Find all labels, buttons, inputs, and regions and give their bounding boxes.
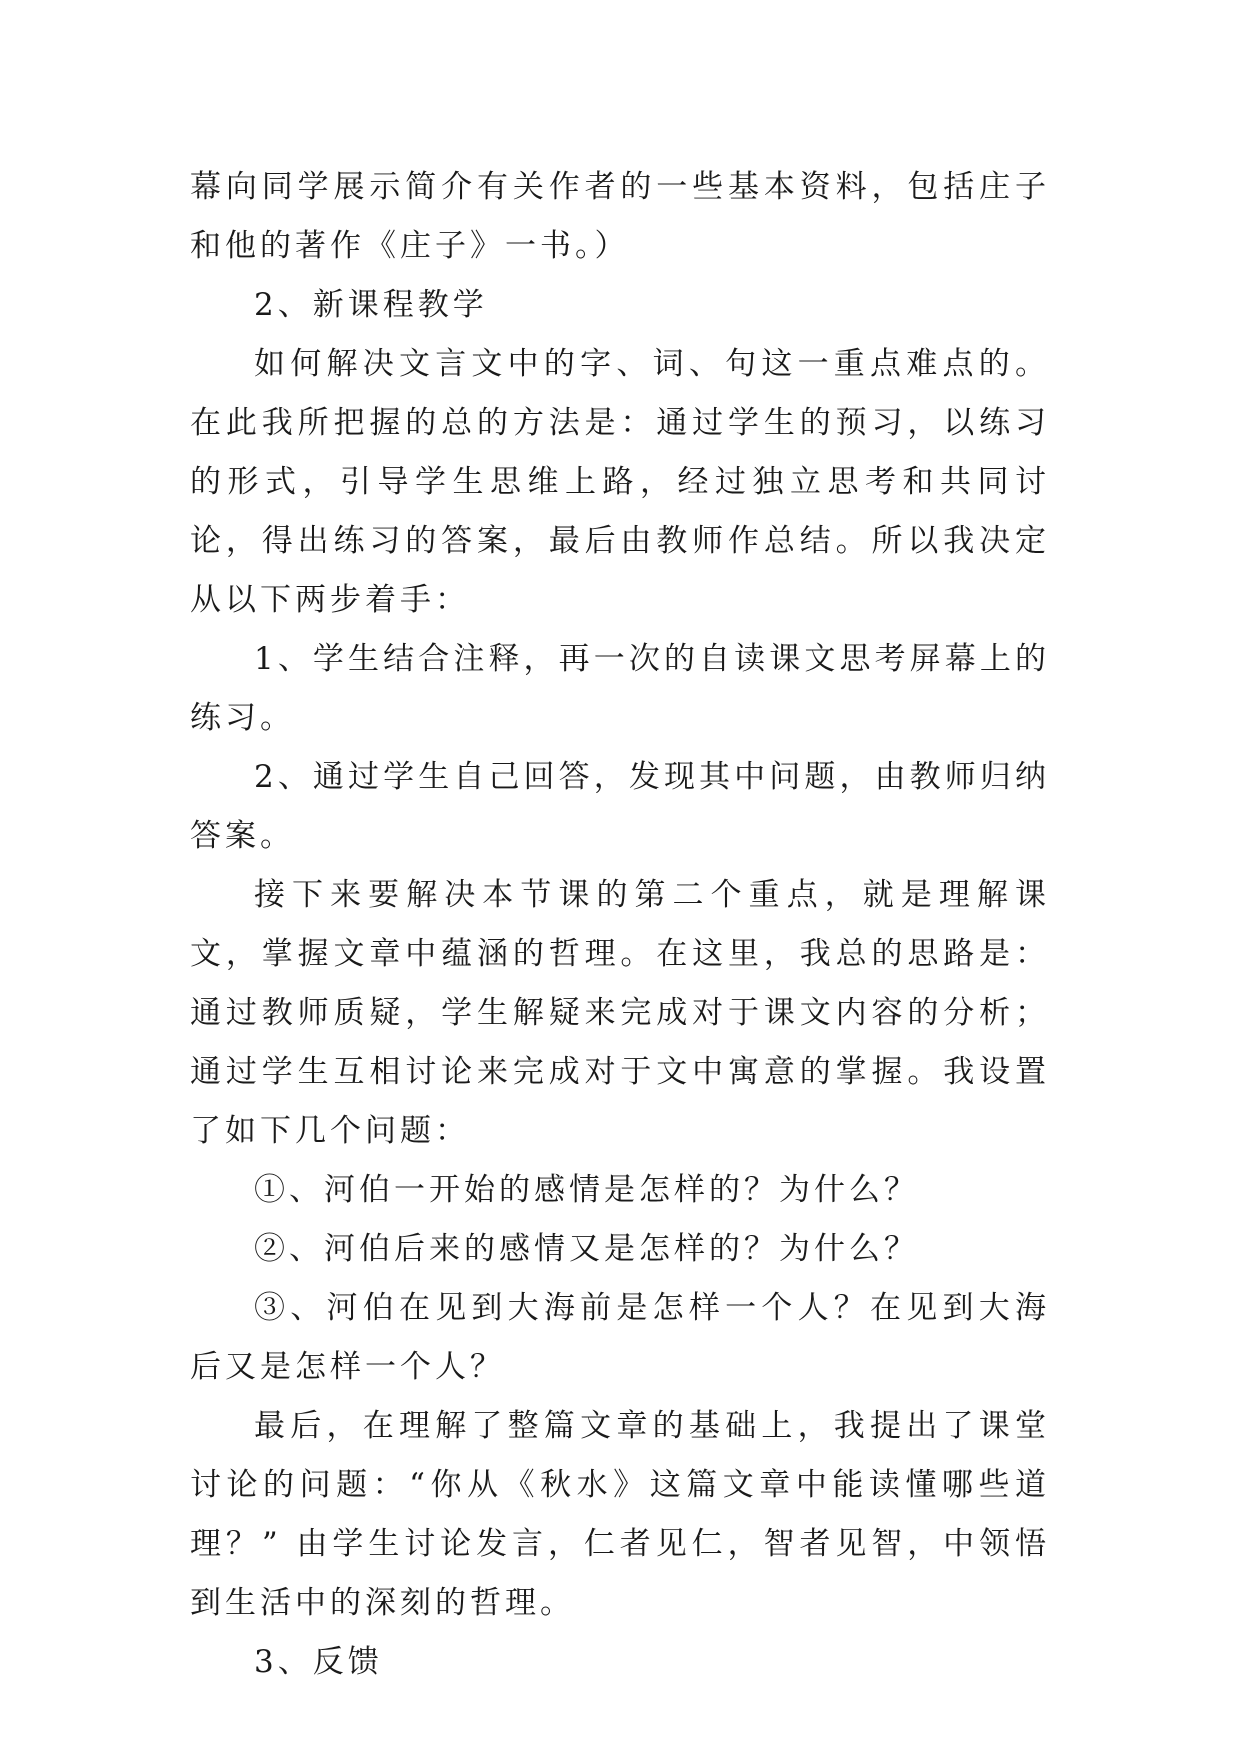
paragraph-method: 如何解决文言文中的字、词、句这一重点难点的。在此我所把握的总的方法是：通过学生的预习，以练习的形式，引导学生思维上路，经过独立思考和共同讨论，得出练习的答案，最后由教师作总结。所以我决定从以下两步着手：	[190, 346, 1050, 618]
question-1: ①、河伯一开始的感情是怎样的？为什么？	[254, 1172, 919, 1208]
step-2: 2、通过学生自己回答，发现其中问题，由教师归纳答案。	[190, 759, 1050, 854]
section-heading-new-course: 2、新课程教学	[254, 287, 488, 323]
document-body	[190, 158, 1050, 1692]
paragraph-second-focus: 接下来要解决本节课的第二个重点，就是理解课文，掌握文章中蕴涵的哲理。在这里，我总的思路是：通过教师质疑，学生解疑来完成对于课文内容的分析；通过学生互相讨论来完成对于文中寓意的掌握。我设置了如下几个问题：	[190, 877, 1050, 1149]
paragraph-discussion: 最后，在理解了整篇文章的基础上，我提出了课堂讨论的问题：“你从《秋水》这篇文章中能读懂哪些道理？” 由学生讨论发言，仁者见仁，智者见智，中领悟到生活中的深刻的哲理。	[190, 1408, 1050, 1621]
step-1: 1、学生结合注释，再一次的自读课文思考屏幕上的练习。	[190, 641, 1050, 736]
question-2: ②、河伯后来的感情又是怎样的？为什么？	[254, 1231, 919, 1267]
question-3: ③、河伯在见到大海前是怎样一个人？在见到大海后又是怎样一个人？	[190, 1290, 1050, 1385]
section-heading-feedback: 3、反馈	[254, 1644, 383, 1680]
paragraph-1: 幕向同学展示简介有关作者的一些基本资料，包括庄子和他的著作《庄子》一书。）	[190, 169, 1050, 264]
